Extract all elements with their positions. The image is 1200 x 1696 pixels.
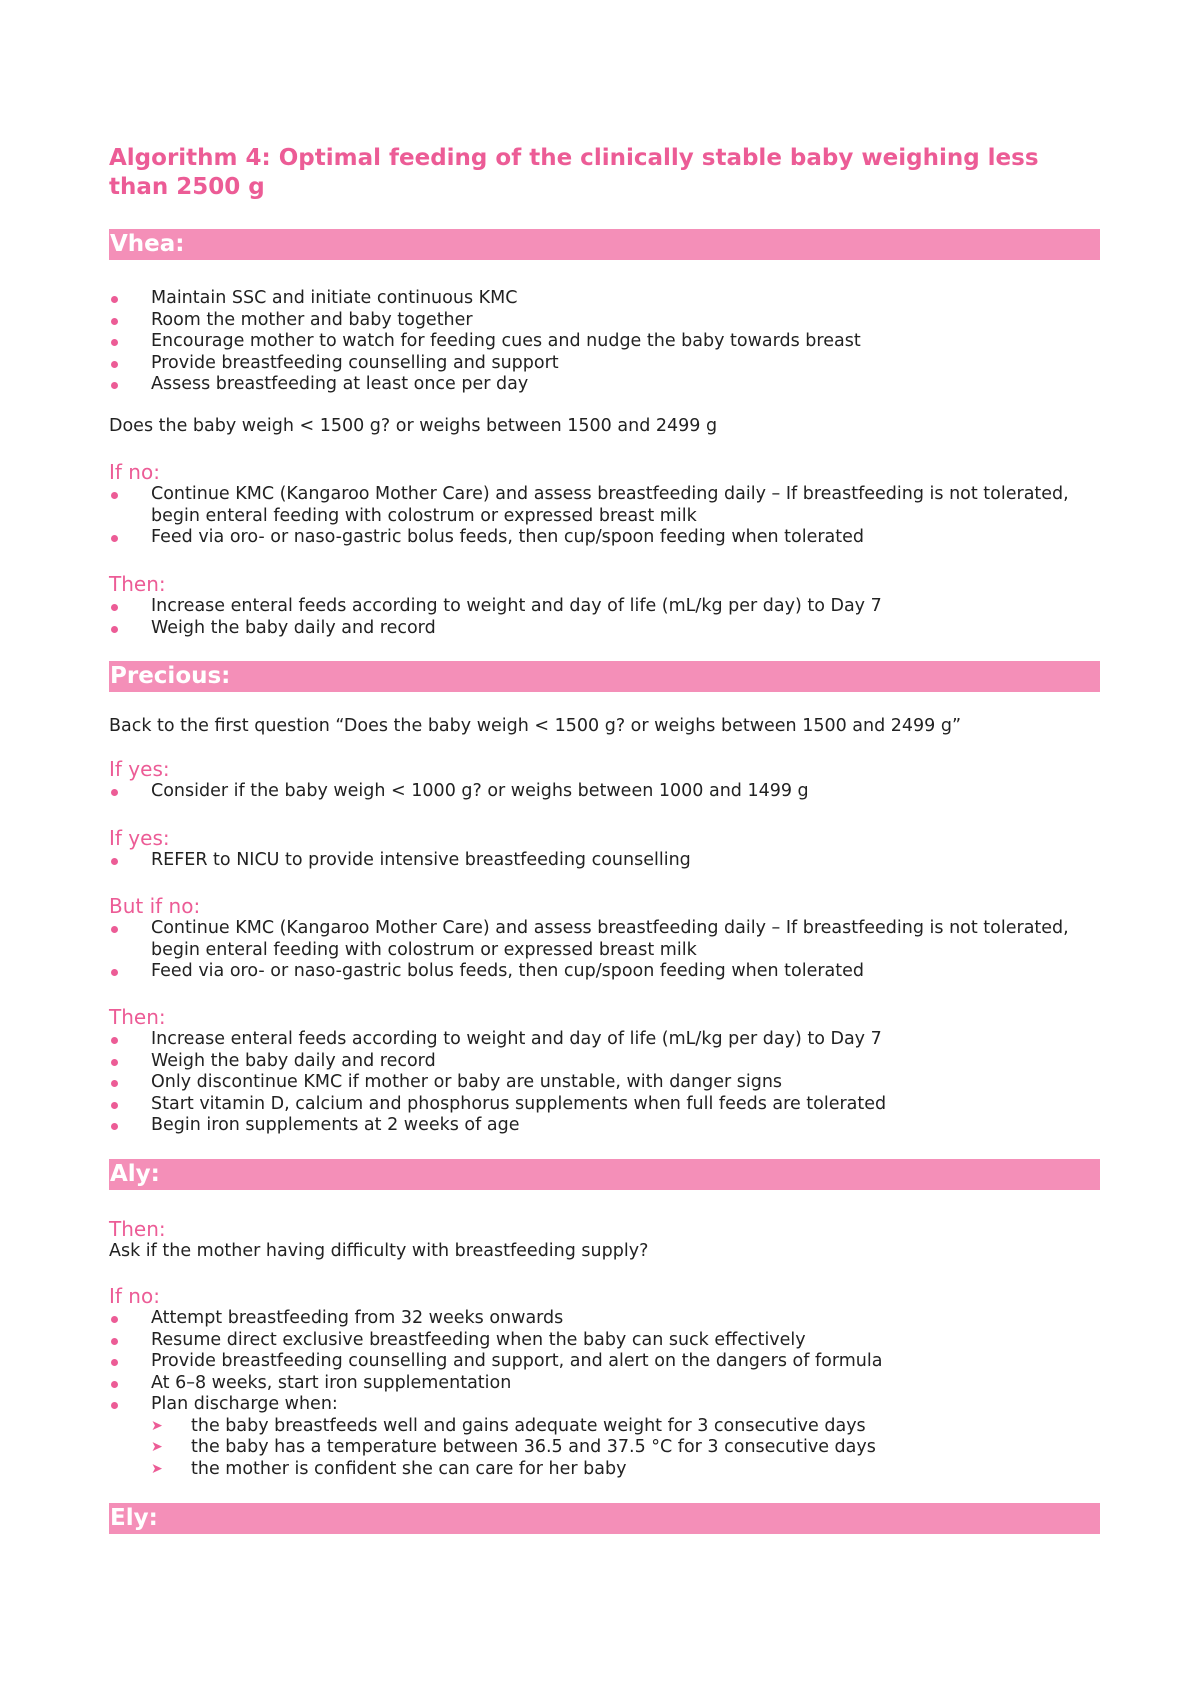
if-yes-label: If yes:: [109, 757, 170, 781]
bullet-icon: [111, 1381, 118, 1388]
bullet-icon: [111, 969, 118, 976]
list-item: ➤ the baby has a temperature between 36.5 and 37.5 °C for 3 consecutive days: [151, 1437, 876, 1457]
if-yes-label: If yes:: [109, 826, 170, 850]
list-item: Plan discharge when:: [109, 1394, 1100, 1416]
then-label: Then:: [109, 1217, 166, 1241]
vhea-question: Does the baby weigh < 1500 g? or weighs between 1500 and 2499 g: [109, 416, 718, 436]
section-heading-precious: Precious:: [109, 661, 1100, 692]
arrow-icon: ➤: [151, 1417, 163, 1434]
list-item: Weigh the baby daily and record: [109, 1051, 1100, 1073]
bullet-icon: [111, 858, 118, 865]
list-item: Provide breastfeeding counselling and support, and alert on the dangers of formula: [109, 1351, 1100, 1373]
vhea-bullet-list: [109, 288, 1100, 396]
precious-but-if-no: [109, 894, 1100, 983]
list-item: Only discontinue KMC if mother or baby are unstable, with danger signs: [109, 1072, 1100, 1094]
list-item: Consider if the baby weigh < 1000 g? or weighs between 1000 and 1499 g: [109, 781, 1100, 803]
bullet-icon: [111, 1080, 118, 1087]
precious-if-yes-2: [109, 826, 1100, 872]
if-no-list: [109, 1308, 1100, 1416]
then-label: Then:: [109, 1005, 166, 1029]
aly-question: Ask if the mother having difficulty with breastfeeding supply?: [109, 1241, 649, 1261]
bullet-icon: [111, 1402, 118, 1409]
but-if-no-label: But if no:: [109, 894, 201, 918]
bullet-icon: [111, 1316, 118, 1323]
bullet-icon: [111, 926, 118, 933]
bullet-icon: [111, 789, 118, 796]
vhea-then: [109, 572, 1100, 639]
document-title: Algorithm 4: Optimal feeding of the clinically stable baby weighing less than 2500 g: [109, 145, 1039, 200]
if-no-list: [109, 484, 1100, 549]
list-item: Room the mother and baby together: [109, 310, 1100, 332]
list-item: ➤ the baby breastfeeds well and gains adequate weight for 3 consecutive days: [151, 1415, 866, 1436]
list-item: REFER to NICU to provide intensive breastfeeding counselling: [109, 850, 1100, 872]
bullet-icon: [111, 1037, 118, 1044]
section-heading-aly: Aly:: [109, 1159, 1100, 1190]
if-no-label: If no:: [109, 460, 160, 484]
aly-then: [109, 1217, 1100, 1263]
bullet-icon: [111, 1102, 118, 1109]
precious-then: [109, 1005, 1100, 1137]
vhea-content: [109, 288, 1100, 396]
if-yes-list: [109, 781, 1100, 803]
if-no-label: If no:: [109, 1284, 160, 1308]
list-item: At 6–8 weeks, start iron supplementation: [109, 1373, 1100, 1395]
bullet-icon: [111, 535, 118, 542]
precious-intro: Back to the first question “Does the baby weigh < 1500 g? or weighs between 1500 and 2499 g”: [109, 716, 962, 736]
then-list: [109, 1029, 1100, 1137]
list-item: Maintain SSC and initiate continuous KMC: [109, 288, 1100, 310]
list-item: Encourage mother to watch for feeding cues and nudge the baby towards breast: [109, 331, 1100, 353]
discharge-criteria-list: [109, 1416, 1100, 1481]
list-item: Attempt breastfeeding from 32 weeks onwards: [109, 1308, 1100, 1330]
bullet-icon: [111, 382, 118, 389]
list-item: Feed via oro- or naso-gastric bolus feeds, then cup/spoon feeding when tolerated: [109, 527, 1100, 549]
vhea-if-no: [109, 460, 1100, 549]
section-heading-ely: Ely:: [109, 1503, 1100, 1534]
section-heading-vhea: Vhea:: [109, 229, 1100, 260]
bullet-icon: [111, 1059, 118, 1066]
bullet-icon: [111, 1359, 118, 1366]
bullet-icon: [111, 296, 118, 303]
list-item: Start vitamin D, calcium and phosphorus supplements when full feeds are tolerated: [109, 1094, 1100, 1116]
precious-if-yes-1: [109, 757, 1100, 803]
then-list: [109, 596, 1100, 639]
bullet-icon: [111, 604, 118, 611]
bullet-icon: [111, 1338, 118, 1345]
list-item: Increase enteral feeds according to weight and day of life (mL/kg per day) to Day 7: [109, 596, 1100, 618]
list-item: Resume direct exclusive breastfeeding when the baby can suck effectively: [109, 1330, 1100, 1352]
bullet-icon: [111, 1123, 118, 1130]
bullet-icon: [111, 626, 118, 633]
then-label: Then:: [109, 572, 166, 596]
arrow-icon: ➤: [151, 1439, 163, 1455]
bullet-icon: [111, 339, 118, 346]
list-item: Continue KMC (Kangaroo Mother Care) and assess breastfeeding daily – If breastfeeding is not tolerated, begin enteral feeding with colostrum or expressed breast milk: [109, 918, 1100, 961]
bullet-icon: [111, 361, 118, 368]
list-item: Weigh the baby daily and record: [109, 618, 1100, 640]
list-item: Increase enteral feeds according to weight and day of life (mL/kg per day) to Day 7: [109, 1029, 1100, 1051]
list-item: Continue KMC (Kangaroo Mother Care) and assess breastfeeding daily – If breastfeeding is not tolerated, begin enteral feeding with colostrum or expressed breast milk: [109, 484, 1100, 527]
arrow-icon: ➤: [151, 1460, 163, 1477]
list-item: Provide breastfeeding counselling and support: [109, 353, 1100, 375]
bullet-icon: [111, 492, 118, 499]
list-item: Feed via oro- or naso-gastric bolus feeds, then cup/spoon feeding when tolerated: [109, 961, 1100, 983]
if-yes-list: [109, 850, 1100, 872]
list-item: Assess breastfeeding at least once per day: [109, 374, 1100, 396]
but-if-no-list: [109, 918, 1100, 983]
bullet-icon: [111, 318, 118, 325]
list-item: ➤ the mother is confident she can care for her baby: [151, 1458, 627, 1479]
aly-if-no: [109, 1284, 1100, 1480]
list-item: Begin iron supplements at 2 weeks of age: [109, 1115, 1100, 1137]
